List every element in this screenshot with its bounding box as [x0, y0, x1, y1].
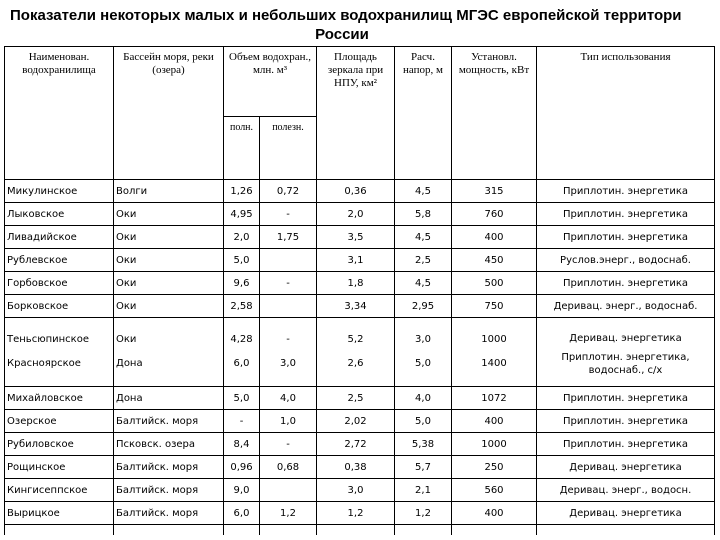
cell-name: Кингисеппское — [5, 479, 114, 502]
title-line-2: России — [315, 26, 369, 43]
cell-type-a: Деривац. энергетика — [569, 333, 682, 344]
cell-area: 3,0 — [317, 479, 395, 502]
cell-head: 4,5 — [395, 180, 452, 203]
cell-area: 3,34 — [317, 295, 395, 318]
cell-type: Приплотин. энергетика — [537, 387, 715, 410]
page-title — [4, 6, 720, 44]
cell-volume-full: 2,58 — [224, 295, 260, 318]
cell-type: Приплотин. энергетика — [537, 433, 715, 456]
cell-full-a: 4,28 — [230, 334, 253, 345]
cell-name: Вырицкое — [5, 502, 114, 525]
cell-area: 0,36 — [317, 180, 395, 203]
cell-volume-full: 6,0 — [224, 502, 260, 525]
cell-basin: Оки — [114, 226, 224, 249]
table-row-partial — [5, 525, 715, 536]
cell-area-a: 5,2 — [347, 334, 364, 345]
table-row-double — [5, 318, 715, 387]
cell-basin: Балтийск. моря — [114, 479, 224, 502]
cell-volume-useful: 0,68 — [260, 456, 317, 479]
cell-type: Деривац. энерг., водосн. — [537, 479, 715, 502]
cell-head: 5,7 — [395, 456, 452, 479]
cell-area: 3,1 — [317, 249, 395, 272]
cell-volume-full: 5,0 — [224, 249, 260, 272]
reservoir-table — [4, 46, 715, 535]
cell-type: Деривац. энерг., водоснаб. — [537, 295, 715, 318]
cell-basin: Оки — [114, 295, 224, 318]
cell-head: 2,95 — [395, 295, 452, 318]
table-row — [5, 226, 715, 249]
cell-basin: Дона — [114, 387, 224, 410]
cell-area-b: 2,6 — [347, 358, 364, 369]
cell-name: Горбовское — [5, 272, 114, 295]
cell-power: 450 — [452, 249, 537, 272]
cell-type: Приплотин. энергетика — [537, 203, 715, 226]
cell-name-b: Красноярское — [7, 358, 81, 369]
cell-name: Микулинское — [5, 180, 114, 203]
table-row — [5, 249, 715, 272]
cell-useful-a: - — [286, 334, 290, 345]
cell-power: 315 — [452, 180, 537, 203]
cell-area: 0,38 — [317, 456, 395, 479]
cell-head: 4,5 — [395, 226, 452, 249]
cell-name: Ливадийское — [5, 226, 114, 249]
cell-area: 2,72 — [317, 433, 395, 456]
table-row — [5, 180, 715, 203]
cell-head: 2,1 — [395, 479, 452, 502]
cell-basin: Оки — [114, 272, 224, 295]
cell-name — [5, 318, 114, 387]
cell-type: Приплотин. энергетика — [537, 180, 715, 203]
cell-volume-full: 8,4 — [224, 433, 260, 456]
cell-type: Деривац. энергетика — [537, 456, 715, 479]
table-row — [5, 456, 715, 479]
cell-volume-useful: 1,75 — [260, 226, 317, 249]
cell-area: 1,8 — [317, 272, 395, 295]
cell-power: 400 — [452, 410, 537, 433]
cell-head-b: 5,0 — [415, 358, 431, 369]
cell-head: 2,5 — [395, 249, 452, 272]
table-row — [5, 387, 715, 410]
cell-full-b: 6,0 — [233, 358, 250, 369]
cell-power: 760 — [452, 203, 537, 226]
cell-basin: Оки — [114, 249, 224, 272]
cell-volume-useful — [260, 479, 317, 502]
cell-basin-b: Дона — [116, 358, 143, 369]
cell-power: 1000 — [452, 433, 537, 456]
cell-volume-useful: 1,2 — [260, 502, 317, 525]
cell-name: Лыковское — [5, 203, 114, 226]
cell-type: Деривац. энергетика — [537, 502, 715, 525]
cell-name: Михайловское — [5, 387, 114, 410]
cell-volume-useful — [260, 295, 317, 318]
header-volume-useful: полезн. — [260, 117, 317, 180]
cell-name: Рубиловское — [5, 433, 114, 456]
header-basin: Бассейн моря, реки (озера) — [114, 47, 224, 180]
cell-basin: Оки — [114, 203, 224, 226]
cell-power: 400 — [452, 502, 537, 525]
cell-power: 750 — [452, 295, 537, 318]
cell-area: 3,5 — [317, 226, 395, 249]
cell-type: Руслов.энерг., водоснаб. — [537, 249, 715, 272]
header-volume-full: полн. — [224, 117, 260, 180]
cell-area: 2,0 — [317, 203, 395, 226]
cell-volume-full: 9,6 — [224, 272, 260, 295]
table-row — [5, 502, 715, 525]
cell-basin: Балтийск. моря — [114, 502, 224, 525]
cell-volume-useful — [260, 249, 317, 272]
cell-volume-full: 2,0 — [224, 226, 260, 249]
cell-useful-b: 3,0 — [280, 358, 296, 369]
table-row — [5, 203, 715, 226]
table-row — [5, 410, 715, 433]
cell-volume-useful — [260, 318, 317, 387]
cell-head — [395, 318, 452, 387]
header-area: Площадь зеркала при НПУ, км² — [317, 47, 395, 180]
header-type: Тип использования — [537, 47, 715, 180]
cell-type-b: Приплотин. энергетика, водоснаб., с/х — [561, 352, 690, 376]
cell-volume-useful: 4,0 — [260, 387, 317, 410]
cell-volume-useful: - — [260, 272, 317, 295]
cell-volume-useful: - — [260, 203, 317, 226]
cell-head-a: 3,0 — [415, 334, 431, 345]
cell-name: Рублевское — [5, 249, 114, 272]
cell-power: 400 — [452, 226, 537, 249]
header-name: Наименован. водохранилища — [5, 47, 114, 180]
table-row — [5, 272, 715, 295]
cell-type — [537, 318, 715, 387]
cell-head: 5,0 — [395, 410, 452, 433]
cell-volume-full: 0,96 — [224, 456, 260, 479]
cell-area: 2,02 — [317, 410, 395, 433]
header-volume: Объем водохран., млн. м³ — [224, 47, 317, 117]
cell-basin-a: Оки — [116, 334, 137, 345]
cell-head: 1,2 — [395, 502, 452, 525]
cell-name: Рощинское — [5, 456, 114, 479]
cell-basin: Псковск. озера — [114, 433, 224, 456]
table-row — [5, 295, 715, 318]
cell-area: 1,2 — [317, 502, 395, 525]
cell-head: 5,8 — [395, 203, 452, 226]
cell-basin — [114, 318, 224, 387]
header-head: Расч. напор, м — [395, 47, 452, 180]
table-row — [5, 479, 715, 502]
cell-name: Борковское — [5, 295, 114, 318]
cell-type: Приплотин. энергетика — [537, 410, 715, 433]
cell-type: Приплотин. энергетика — [537, 226, 715, 249]
cell-volume-useful: - — [260, 433, 317, 456]
cell-volume-full: 9,0 — [224, 479, 260, 502]
cell-power: 250 — [452, 456, 537, 479]
cell-name: Озерское — [5, 410, 114, 433]
cell-head: 4,0 — [395, 387, 452, 410]
cell-basin: Балтийск. моря — [114, 456, 224, 479]
cell-power-b: 1400 — [481, 358, 507, 369]
cell-power: 500 — [452, 272, 537, 295]
header-power: Установл. мощность, кВт — [452, 47, 537, 180]
cell-power — [452, 318, 537, 387]
cell-volume-useful: 0,72 — [260, 180, 317, 203]
cell-power-a: 1000 — [481, 334, 507, 345]
cell-type: Приплотин. энергетика — [537, 272, 715, 295]
cell-volume-full: 4,95 — [224, 203, 260, 226]
cell-head: 4,5 — [395, 272, 452, 295]
cell-head: 5,38 — [395, 433, 452, 456]
cell-volume-full — [224, 318, 260, 387]
cell-area: 2,5 — [317, 387, 395, 410]
cell-power: 1072 — [452, 387, 537, 410]
cell-volume-useful: 1,0 — [260, 410, 317, 433]
cell-volume-full: - — [224, 410, 260, 433]
cell-basin: Балтийск. моря — [114, 410, 224, 433]
cell-volume-full: 1,26 — [224, 180, 260, 203]
cell-area — [317, 318, 395, 387]
cell-power: 560 — [452, 479, 537, 502]
title-line-1: Показатели некоторых малых и небольших водохранилищ МГЭС европейской территори — [10, 7, 682, 24]
table-row — [5, 433, 715, 456]
cell-basin: Волги — [114, 180, 224, 203]
cell-volume-full: 5,0 — [224, 387, 260, 410]
cell-name-a: Теньсюпинское — [7, 334, 89, 345]
